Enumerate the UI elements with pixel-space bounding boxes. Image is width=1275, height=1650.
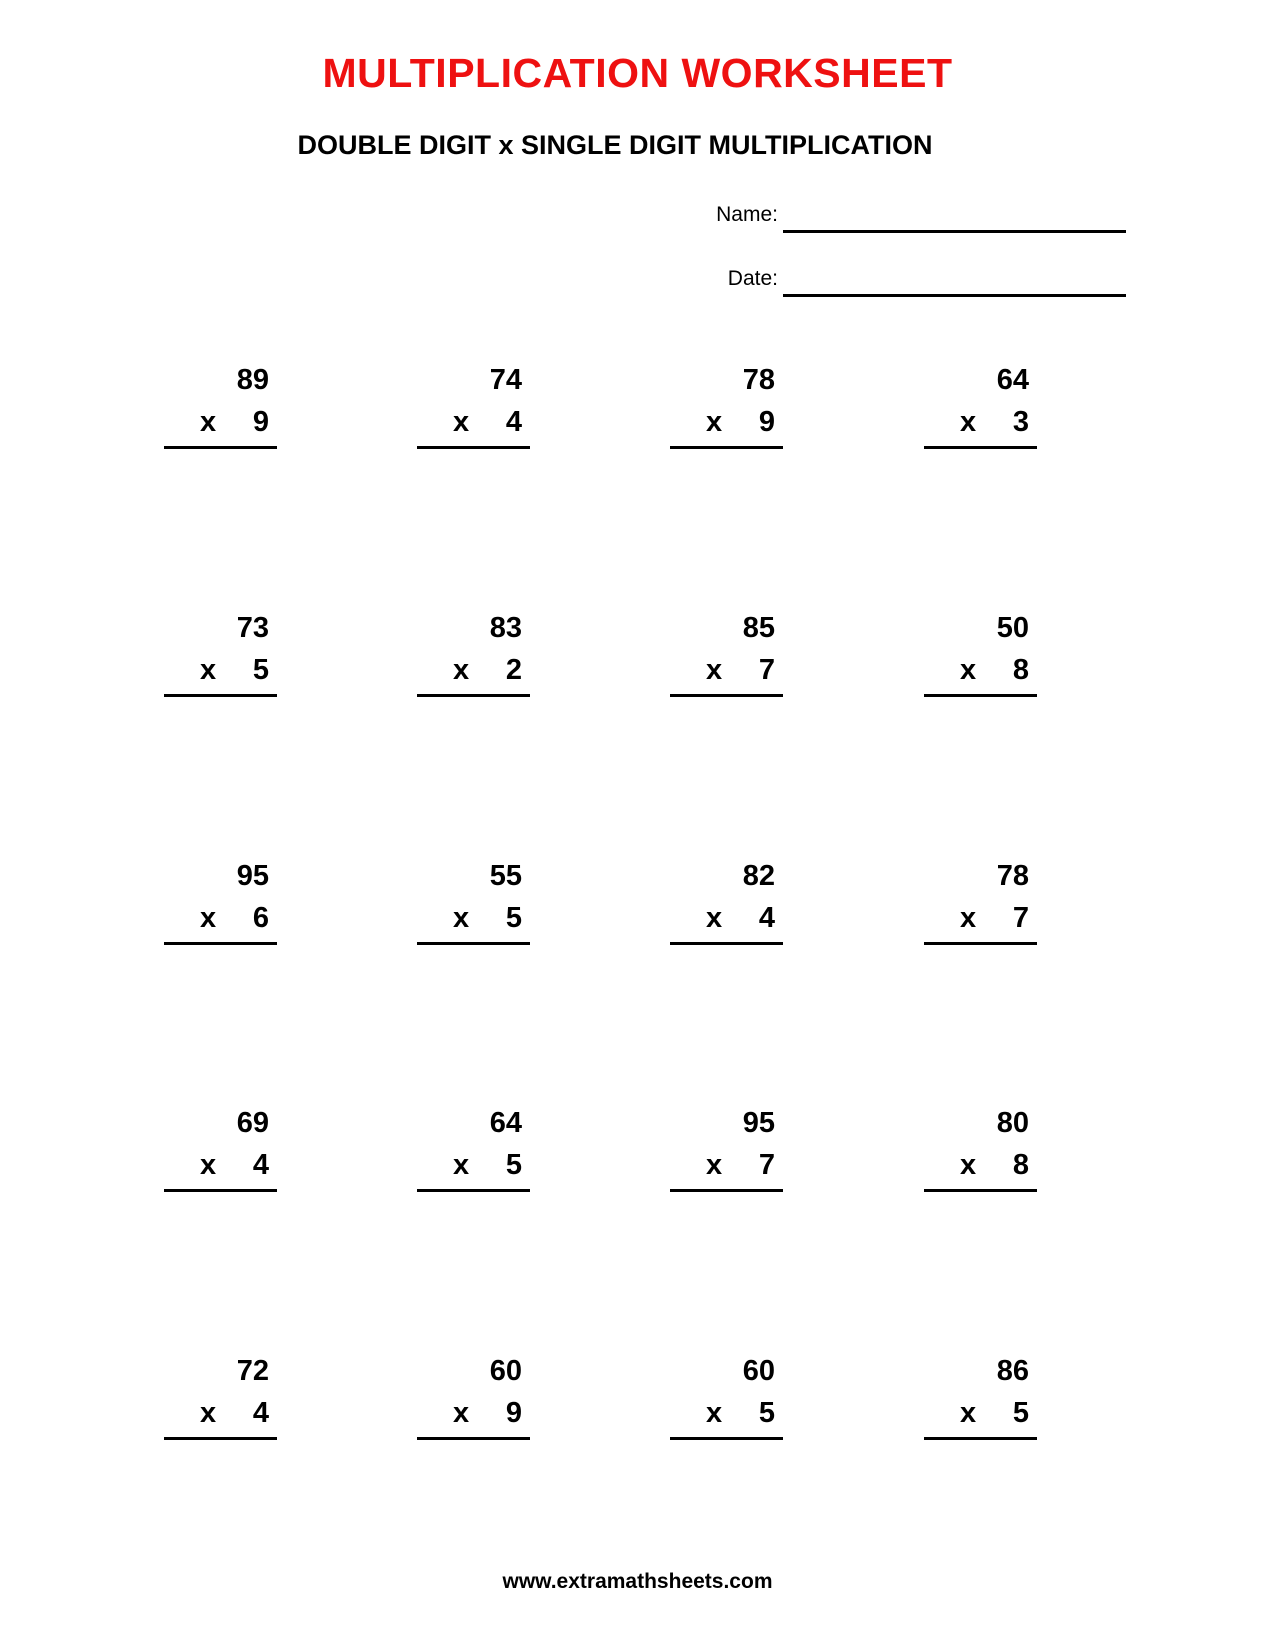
- multiplicand: 95: [236, 860, 269, 892]
- multiplicand: 74: [489, 364, 522, 396]
- multiplicand: 69: [236, 1107, 269, 1139]
- multiplicand: 95: [742, 1107, 775, 1139]
- multiplicand: 60: [489, 1355, 522, 1387]
- times-sign: x: [960, 1149, 977, 1181]
- multiplier: 4: [252, 1397, 269, 1429]
- problem: [164, 1106, 277, 1206]
- multiplicand: 64: [996, 364, 1029, 396]
- multiplier: 5: [505, 902, 522, 934]
- multiplier: 2: [505, 654, 522, 686]
- problem: [670, 1106, 783, 1206]
- multiplicand: 78: [996, 860, 1029, 892]
- answer-line[interactable]: [924, 446, 1037, 449]
- problem: [164, 363, 277, 463]
- multiplicand: 83: [489, 612, 522, 644]
- times-sign: x: [453, 902, 470, 934]
- times-sign: x: [706, 654, 723, 686]
- problem: [164, 1354, 277, 1454]
- multiplicand: 82: [742, 860, 775, 892]
- problem: [417, 1106, 530, 1206]
- answer-line[interactable]: [670, 1189, 783, 1192]
- date-field-line[interactable]: [783, 294, 1126, 297]
- problem: [924, 1106, 1037, 1206]
- multiplier: 8: [1012, 1149, 1029, 1181]
- name-label: Name:: [716, 203, 778, 226]
- multiplier: 9: [505, 1397, 522, 1429]
- multiplier: 7: [1012, 902, 1029, 934]
- multiplicand: 85: [742, 612, 775, 644]
- answer-line[interactable]: [670, 446, 783, 449]
- multiplicand: 64: [489, 1107, 522, 1139]
- answer-line[interactable]: [670, 942, 783, 945]
- times-sign: x: [200, 1149, 217, 1181]
- multiplier: 4: [505, 406, 522, 438]
- times-sign: x: [960, 406, 977, 438]
- multiplicand: 60: [742, 1355, 775, 1387]
- multiplicand: 73: [236, 612, 269, 644]
- multiplicand: 50: [996, 612, 1029, 644]
- times-sign: x: [706, 406, 723, 438]
- problem: [417, 611, 530, 711]
- answer-line[interactable]: [417, 1437, 530, 1440]
- answer-line[interactable]: [670, 694, 783, 697]
- problem: [670, 611, 783, 711]
- multiplier: 7: [758, 654, 775, 686]
- problem: [924, 1354, 1037, 1454]
- times-sign: x: [706, 1397, 723, 1429]
- problem: [417, 363, 530, 463]
- answer-line[interactable]: [924, 1437, 1037, 1440]
- problem: [670, 859, 783, 959]
- times-sign: x: [960, 654, 977, 686]
- answer-line[interactable]: [164, 446, 277, 449]
- multiplier: 9: [252, 406, 269, 438]
- multiplier: 7: [758, 1149, 775, 1181]
- times-sign: x: [200, 654, 217, 686]
- times-sign: x: [200, 902, 217, 934]
- problem: [924, 611, 1037, 711]
- worksheet-title: MULTIPLICATION WORKSHEET: [322, 50, 953, 96]
- answer-line[interactable]: [164, 694, 277, 697]
- times-sign: x: [453, 1397, 470, 1429]
- problem: [417, 1354, 530, 1454]
- times-sign: x: [960, 902, 977, 934]
- name-field-line[interactable]: [783, 230, 1126, 233]
- problem: [670, 1354, 783, 1454]
- times-sign: x: [200, 406, 217, 438]
- answer-line[interactable]: [164, 1437, 277, 1440]
- footer-url: www.extramathsheets.com: [502, 1570, 773, 1593]
- multiplicand: 86: [996, 1355, 1029, 1387]
- multiplicand: 72: [236, 1355, 269, 1387]
- answer-line[interactable]: [417, 694, 530, 697]
- times-sign: x: [706, 902, 723, 934]
- multiplier: 4: [252, 1149, 269, 1181]
- multiplier: 5: [758, 1397, 775, 1429]
- multiplier: 3: [1012, 406, 1029, 438]
- times-sign: x: [706, 1149, 723, 1181]
- multiplier: 5: [252, 654, 269, 686]
- multiplier: 5: [505, 1149, 522, 1181]
- multiplicand: 78: [742, 364, 775, 396]
- times-sign: x: [200, 1397, 217, 1429]
- answer-line[interactable]: [417, 446, 530, 449]
- problem: [670, 363, 783, 463]
- multiplicand: 89: [236, 364, 269, 396]
- answer-line[interactable]: [924, 942, 1037, 945]
- problem: [924, 859, 1037, 959]
- times-sign: x: [453, 654, 470, 686]
- answer-line[interactable]: [417, 1189, 530, 1192]
- times-sign: x: [453, 1149, 470, 1181]
- problem: [417, 859, 530, 959]
- multiplicand: 55: [489, 860, 522, 892]
- problem: [164, 859, 277, 959]
- answer-line[interactable]: [417, 942, 530, 945]
- answer-line[interactable]: [924, 694, 1037, 697]
- multiplier: 6: [252, 902, 269, 934]
- answer-line[interactable]: [924, 1189, 1037, 1192]
- problem: [164, 611, 277, 711]
- times-sign: x: [960, 1397, 977, 1429]
- multiplicand: 80: [996, 1107, 1029, 1139]
- multiplier: 5: [1012, 1397, 1029, 1429]
- answer-line[interactable]: [670, 1437, 783, 1440]
- multiplier: 8: [1012, 654, 1029, 686]
- answer-line[interactable]: [164, 942, 277, 945]
- date-label: Date:: [727, 267, 778, 290]
- multiplier: 9: [758, 406, 775, 438]
- worksheet-subtitle: DOUBLE DIGIT x SINGLE DIGIT MULTIPLICATION: [297, 130, 933, 160]
- answer-line[interactable]: [164, 1189, 277, 1192]
- times-sign: x: [453, 406, 470, 438]
- problem: [924, 363, 1037, 463]
- multiplier: 4: [758, 902, 775, 934]
